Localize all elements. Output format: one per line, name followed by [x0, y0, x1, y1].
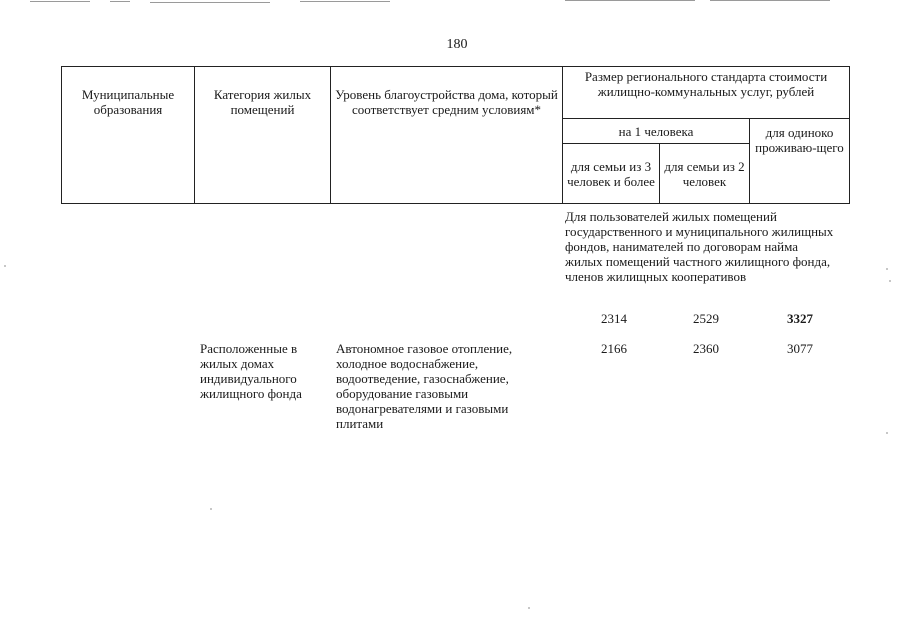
header-table — [61, 66, 850, 204]
scan-speck — [889, 280, 891, 282]
scan-speck — [886, 268, 888, 270]
header-municipal: Муниципальные образования — [62, 67, 195, 204]
header-level: Уровень благоустройства дома, который соответствует средним условиям* — [331, 67, 563, 204]
value-single: 3077 — [787, 341, 813, 356]
scan-speck — [4, 265, 6, 267]
header-single: для одиноко проживаю-щего — [750, 119, 850, 204]
row-category: Расположенные в жилых домах индивидуального жилищного фонда — [200, 341, 302, 401]
header-size-group: Размер регионального стандарта стоимости жилищно-коммунальных услуг, рублей — [563, 67, 850, 119]
value-family3: 2166 — [601, 341, 627, 356]
value-single: 3327 — [787, 311, 813, 326]
header-family2: для семьи из 2 человек — [660, 144, 750, 204]
value-family3: 2314 — [601, 311, 627, 326]
group-label: Для пользователей жилых помещений государственного и муниципального жилищных фондов, нанимателей по договорам найма жилых помещений частного жилищного фонда, членов жилищных кооперативов — [565, 209, 834, 284]
header-per-person: на 1 человека — [563, 119, 750, 144]
value-family2: 2360 — [693, 341, 719, 356]
header-family3: для семьи из 3 человек и более — [563, 144, 660, 204]
page-number: 180 — [446, 37, 468, 52]
scan-edge-artifact — [0, 0, 905, 8]
value-family2: 2529 — [693, 311, 719, 326]
scan-speck — [886, 432, 888, 434]
scan-speck — [210, 508, 212, 510]
scan-speck — [528, 607, 530, 609]
header-category: Категория жилых помещений — [195, 67, 331, 204]
row-level: Автономное газовое отопление, холодное водоснабжение, водоотведение, газоснабжение, оборудование газовыми водонагревателями и газовыми плитами — [336, 341, 513, 431]
